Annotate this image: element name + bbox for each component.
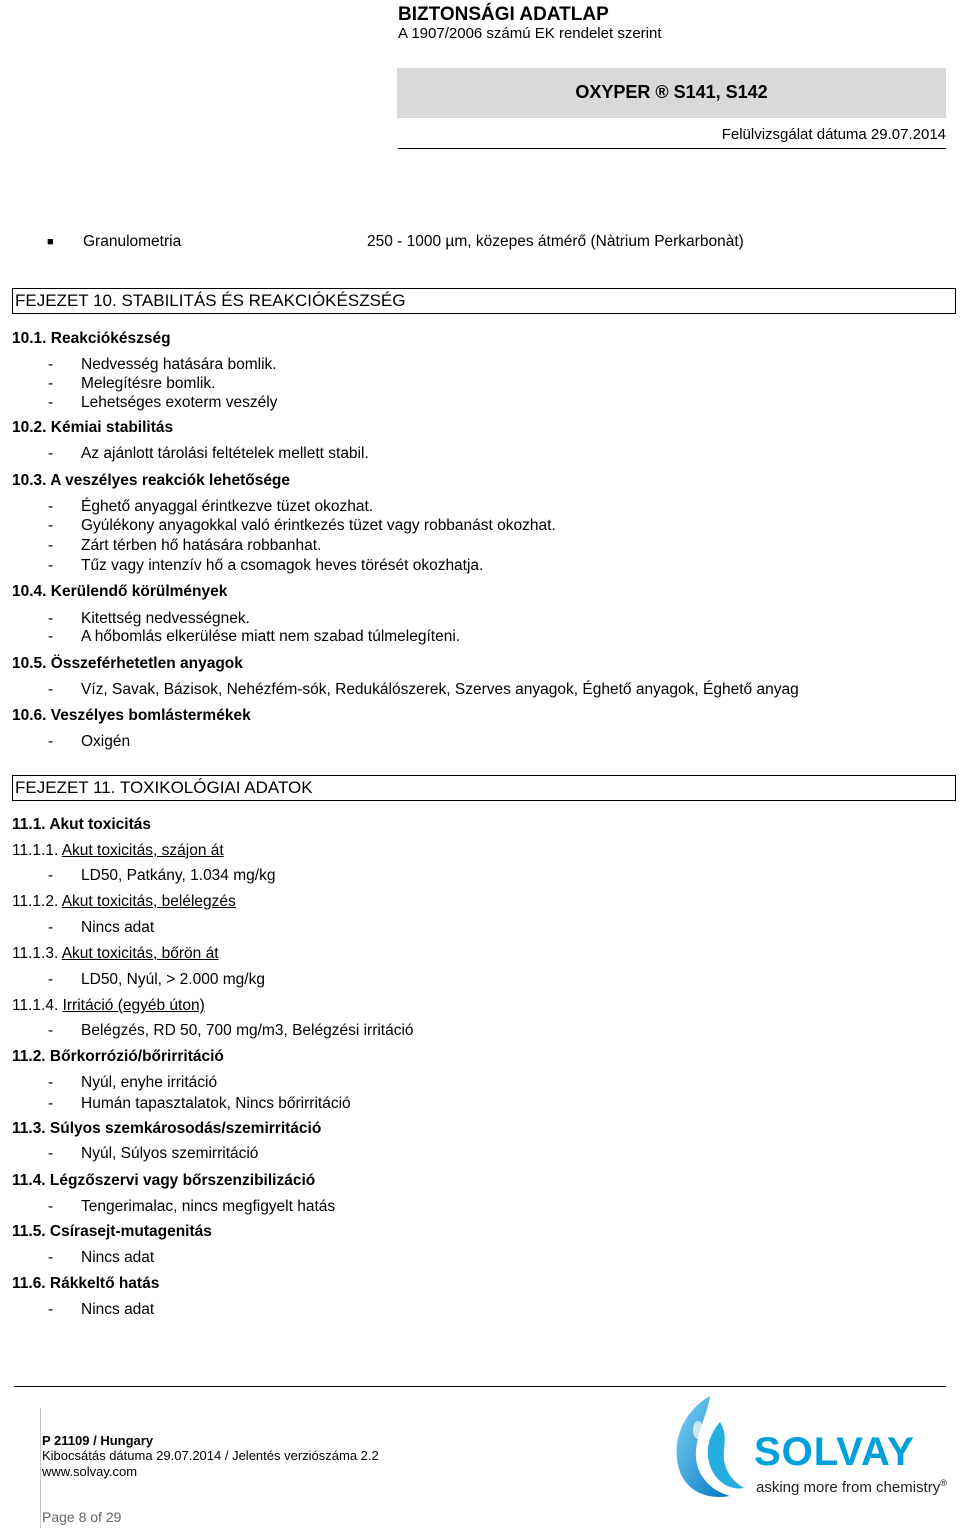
product-name: OXYPER ® S141, S142: [575, 82, 768, 102]
regulation-text: A 1907/2006 számú EK rendelet szerint: [398, 25, 662, 42]
product-name-box: [397, 68, 946, 118]
logo-tagline: asking more from chemistry®: [756, 1478, 947, 1496]
subsection-title: 10.2. Kémiai stabilitás: [12, 419, 174, 436]
subsection-title: 10.5. Összeférhetetlen anyagok: [12, 655, 243, 672]
subsection-title: 11.1. Akut toxicitás: [12, 816, 151, 833]
subsection-title: 11.3. Súlyos szemkárosodás/szemirritáció: [12, 1120, 322, 1137]
section-10-title: FEJEZET 10. STABILITÁS ÉS REAKCIÓKÉSZSÉG: [15, 291, 406, 310]
subsubsection-title: 11.1.1. Akut toxicitás, szájon át: [12, 842, 224, 859]
subsection-title: 10.6. Veszélyes bomlástermékek: [12, 707, 251, 724]
solvay-logo: [664, 1392, 954, 1502]
granulometry-label: Granulometria: [83, 233, 182, 250]
subsubsection-title: 11.1.2. Akut toxicitás, belélegzés: [12, 893, 236, 910]
subsection-title: 11.2. Bőrkorrózió/bőrirritáció: [12, 1048, 224, 1065]
subsection-title: 11.6. Rákkeltő hatás: [12, 1275, 160, 1292]
subsection-title: 11.5. Csírasejt-mutagenitás: [12, 1223, 212, 1240]
page-number: Page 8 of 29: [42, 1509, 122, 1525]
section-10-header: [12, 288, 956, 314]
solvay-swoosh-icon: [664, 1392, 748, 1502]
bullet-icon: ■: [47, 236, 54, 248]
logo-wordmark: SOLVAY: [754, 1430, 915, 1474]
subsection-title: 10.1. Reakciókészség: [12, 330, 171, 347]
section-11-title: FEJEZET 11. TOXIKOLÓGIAI ADATOK: [15, 778, 313, 797]
footer-code: P 21109 / Hungary: [42, 1433, 154, 1448]
header-divider: [398, 148, 946, 149]
footer-issue: Kibocsátás dátuma 29.07.2014 / Jelentés verziószáma 2.2: [42, 1448, 379, 1463]
subsubsection-title: 11.1.4. Irritáció (egyéb úton): [12, 997, 205, 1014]
document-title: BIZTONSÁGI ADATLAP: [398, 4, 609, 25]
subsection-title: 10.3. A veszélyes reakciók lehetősége: [12, 472, 291, 489]
revision-date: Felülvizsgálat dátuma 29.07.2014: [721, 126, 946, 143]
footer-website: www.solvay.com: [42, 1464, 138, 1479]
granulometry-value: 250 - 1000 µm, közepes átmérő (Nàtrium Perkarbonàt): [367, 233, 744, 250]
footer-divider: [14, 1386, 946, 1387]
section-11-header: [12, 775, 956, 801]
footer-vertical-line: [40, 1408, 41, 1528]
subsection-title: 11.4. Légzőszervi vagy bőrszenzibilizáció: [12, 1172, 316, 1189]
subsection-title: 10.4. Kerülendő körülmények: [12, 583, 228, 600]
subsubsection-title: 11.1.3. Akut toxicitás, bőrön át: [12, 945, 219, 962]
